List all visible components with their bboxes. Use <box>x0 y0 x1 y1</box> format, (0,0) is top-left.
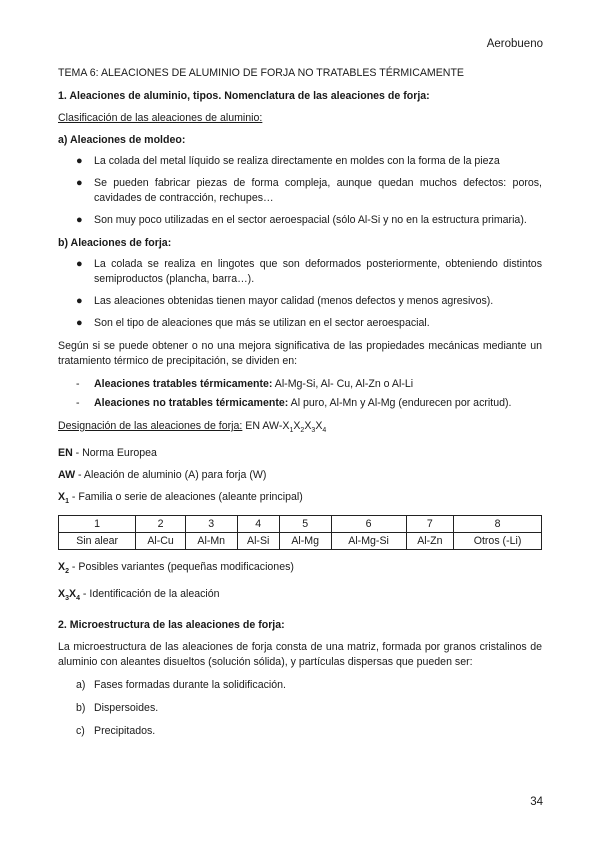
x3x4-definition: $X_3X_4$ - Identificación de la aleación <box>58 588 220 603</box>
list-item: b) Dispersoides. <box>76 702 159 715</box>
table-cell: 2 <box>136 516 186 533</box>
list-item: - Aleaciones tratables térmicamente: Al-Mg-Si, Al- Cu, Al-Zn o Al-Li <box>76 378 414 390</box>
table-cell: Otros (-Li) <box>454 533 542 550</box>
moldeo-heading: a) Aleaciones de moldeo: <box>58 134 186 146</box>
list-item: ● Son muy poco utilizadas en el sector aeroespacial (sólo Al-Si y no en la estructura primaria). <box>76 214 527 226</box>
page-header: Aerobueno <box>486 38 543 50</box>
en-definition: EN - Norma Europea <box>58 447 157 460</box>
table-cell: 7 <box>406 516 453 533</box>
table-cell: 4 <box>237 516 279 533</box>
table-cell: 8 <box>454 516 542 533</box>
particles-list <box>58 678 542 739</box>
treatment-paragraph: Según si se puede obtener o no una mejora significativa de las propiedades mecánicas mediante un tratamiento térmico de precipitación, se dividen en: <box>58 340 542 367</box>
table-cell: Al-Si <box>237 533 279 550</box>
bullet-icon: ● <box>76 317 83 329</box>
dash-marker: - <box>76 397 80 409</box>
table-row <box>59 533 542 550</box>
classification-heading: Clasificación de las aleaciones de aluminio: <box>58 112 263 124</box>
table-cell: 5 <box>279 516 331 533</box>
list-item: c) Precipitados. <box>76 725 156 738</box>
forja-heading: b) Aleaciones de forja: <box>58 237 172 249</box>
alloy-series-table <box>58 515 542 550</box>
chapter-title: TEMA 6: ALEACIONES DE ALUMINIO DE FORJA NO TRATABLES TÉRMICAMENTE <box>58 67 464 79</box>
list-item: ● La colada se realiza en lingotes que son deformados posteriormente, obteniendo distintos semiproductos (plancha, barra…). <box>76 258 542 285</box>
page-content <box>58 66 542 747</box>
moldeo-list <box>58 154 542 228</box>
section-2-heading: 2. Microestructura de las aleaciones de forja: <box>58 619 285 632</box>
list-item: ● Son el tipo de aleaciones que más se utilizan en el sector aeroespacial. <box>76 317 430 329</box>
treatment-list <box>58 377 542 411</box>
bullet-icon: ● <box>76 258 83 270</box>
microstructure-paragraph: La microestructura de las aleaciones de forja consta de una matriz, formada por granos cristalinos de aluminio con aleantes disueltos (solución sólida), y partículas dispersas que pueden ser: <box>58 641 542 669</box>
page-number: 34 <box>530 796 543 808</box>
bullet-icon: ● <box>76 155 83 167</box>
list-item: a) Fases formadas durante la solidificación. <box>76 679 286 692</box>
bullet-icon: ● <box>76 177 83 189</box>
designation-line: Designación de las aleaciones de forja: EN $AW-X_1X_2X_3X_4$ <box>58 420 327 435</box>
list-item: ● La colada del metal líquido se realiza directamente en moldes con la forma de la pieza <box>76 155 500 167</box>
x1-definition: $X_1$ - Familia o serie de aleaciones (aleante principal) <box>58 491 303 506</box>
bullet-icon: ● <box>76 295 83 307</box>
bullet-icon: ● <box>76 214 83 226</box>
list-item: - Aleaciones no tratables térmicamente: Al puro, Al-Mn y Al-Mg (endurecen por acritud). <box>76 397 512 409</box>
table-cell: 1 <box>59 516 136 533</box>
table-cell: Al-Zn <box>406 533 453 550</box>
table-cell: 6 <box>331 516 406 533</box>
table-cell: Al-Mg <box>279 533 331 550</box>
aw-definition: AW - Aleación de aluminio (A) para forja (W) <box>58 469 267 482</box>
forja-list <box>58 257 542 331</box>
table-cell: Al-Mn <box>185 533 237 550</box>
x2-definition: $X_2$ - Posibles variantes (pequeñas modificaciones) <box>58 561 294 576</box>
table-cell: Al-Cu <box>136 533 186 550</box>
table-cell: Al-Mg-Si <box>331 533 406 550</box>
list-item: ● Se pueden fabricar piezas de forma compleja, aunque quedan muchos defectos: poros, cavidades de contracción, rechupes… <box>76 177 542 204</box>
table-cell: Sin alear <box>59 533 136 550</box>
section-1-heading: 1. Aleaciones de aluminio, tipos. Nomenclatura de las aleaciones de forja: <box>58 90 430 102</box>
dash-marker: - <box>76 378 80 390</box>
table-row <box>59 516 542 533</box>
table-cell: 3 <box>185 516 237 533</box>
list-item: ● Las aleaciones obtenidas tienen mayor calidad (menos defectos y menos agresivos). <box>76 295 494 307</box>
